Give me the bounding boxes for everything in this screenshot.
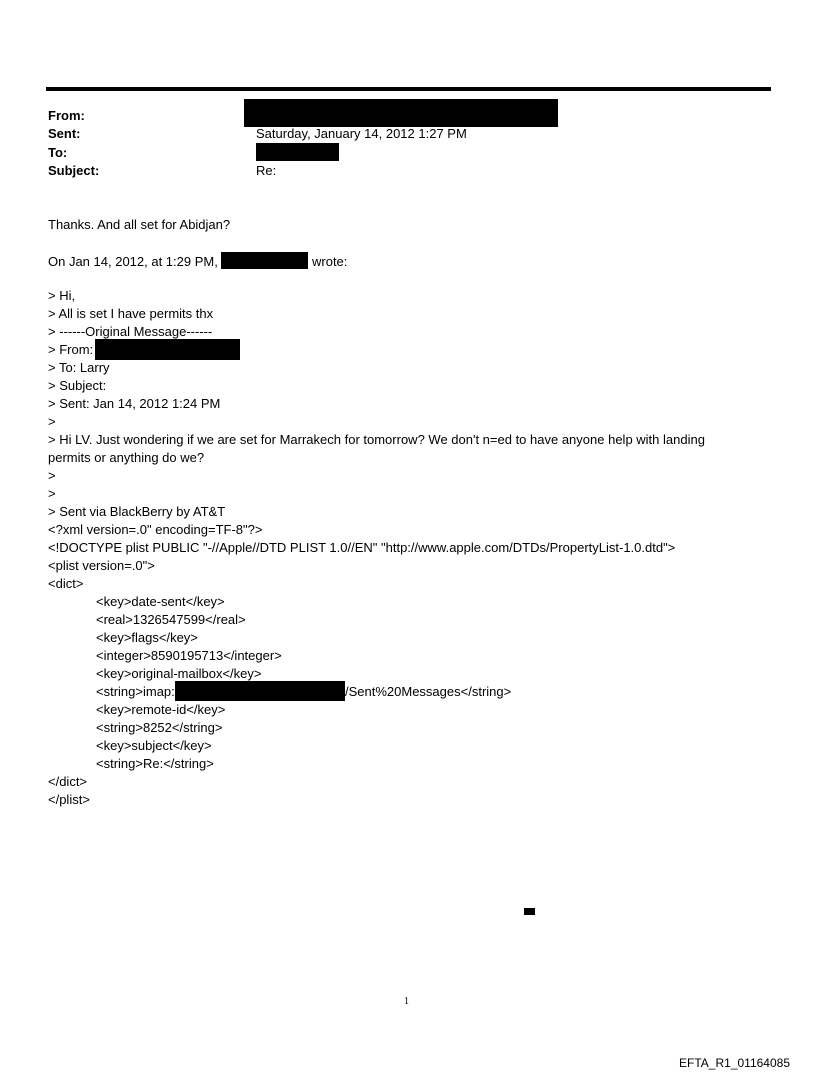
xml-indented-line: <key>subject</key> [96, 738, 212, 753]
xml-indented-line: <real>1326547599</real> [96, 612, 246, 627]
quoted-line: > [48, 486, 56, 501]
to-label: To: [48, 145, 68, 160]
xml-line: <!DOCTYPE plist PUBLIC "-//Apple//DTD PLIST 1.0//EN" "http://www.apple.com/DTDs/PropertyList-1.0.dtd"> [48, 540, 676, 555]
xml-line: <?xml version=.0" encoding=TF-8"?> [48, 522, 263, 537]
quoted-line: > [48, 414, 56, 429]
to-redaction [256, 143, 339, 161]
page-number: 1 [404, 996, 409, 1007]
wrote-prefix: On Jan 14, 2012, at 1:29 PM, [48, 254, 218, 269]
xml-close-line: </plist> [48, 792, 90, 807]
header-rule [46, 87, 771, 91]
quoted-line: > Sent via BlackBerry by AT&T [48, 504, 226, 519]
xml-indented-line: <string>imap: [96, 684, 175, 699]
quoted-line: > Sent: Jan 14, 2012 1:24 PM [48, 396, 221, 411]
imap-redaction [175, 681, 345, 701]
xml-indented-line: <key>flags</key> [96, 630, 198, 645]
quoted-line: > Hi LV. Just wondering if we are set for Marrakech for tomorrow? We don't n=ed to have anyone help with landing [48, 432, 705, 447]
sender-redaction [221, 252, 308, 269]
quoted-line: > Hi, [48, 288, 76, 303]
quoted-line: > To: Larry [48, 360, 110, 375]
wrote-line [48, 253, 218, 271]
quoted-line: > Subject: [48, 378, 107, 393]
from-redaction [244, 99, 558, 127]
xml-indented-line: <key>original-mailbox</key> [96, 666, 262, 681]
sent-value: Saturday, January 14, 2012 1:27 PM [256, 126, 467, 141]
xml-indented-line: <string>Re:</string> [96, 756, 214, 771]
xml-indented-line: <string>8252</string> [96, 720, 223, 735]
imap-suffix: /Sent%20Messages</string> [345, 684, 512, 699]
quoted-line: permits or anything do we? [48, 450, 205, 465]
quoted-line: > From: [48, 342, 94, 357]
small-redaction [524, 908, 535, 915]
quoted-line: > [48, 468, 56, 483]
quoted-line: > ------Original Message------ [48, 324, 213, 339]
wrote-suffix: wrote: [312, 254, 348, 269]
quoted-from-redaction [95, 339, 240, 360]
quoted-line: > All is set I have permits thx [48, 306, 214, 321]
xml-line: <plist version=.0"> [48, 558, 155, 573]
xml-indented-line: <integer>8590195713</integer> [96, 648, 282, 663]
xml-line: <dict> [48, 576, 84, 591]
from-label: From: [48, 108, 85, 123]
xml-indented-line: <key>date-sent</key> [96, 594, 225, 609]
xml-indented-line: <key>remote-id</key> [96, 702, 226, 717]
xml-close-line: </dict> [48, 774, 88, 789]
document-id: EFTA_R1_01164085 [679, 1056, 790, 1070]
subject-label: Subject: [48, 163, 100, 178]
subject-value: Re: [256, 163, 277, 178]
sent-label: Sent: [48, 126, 81, 141]
body-thanks: Thanks. And all set for Abidjan? [48, 217, 231, 232]
